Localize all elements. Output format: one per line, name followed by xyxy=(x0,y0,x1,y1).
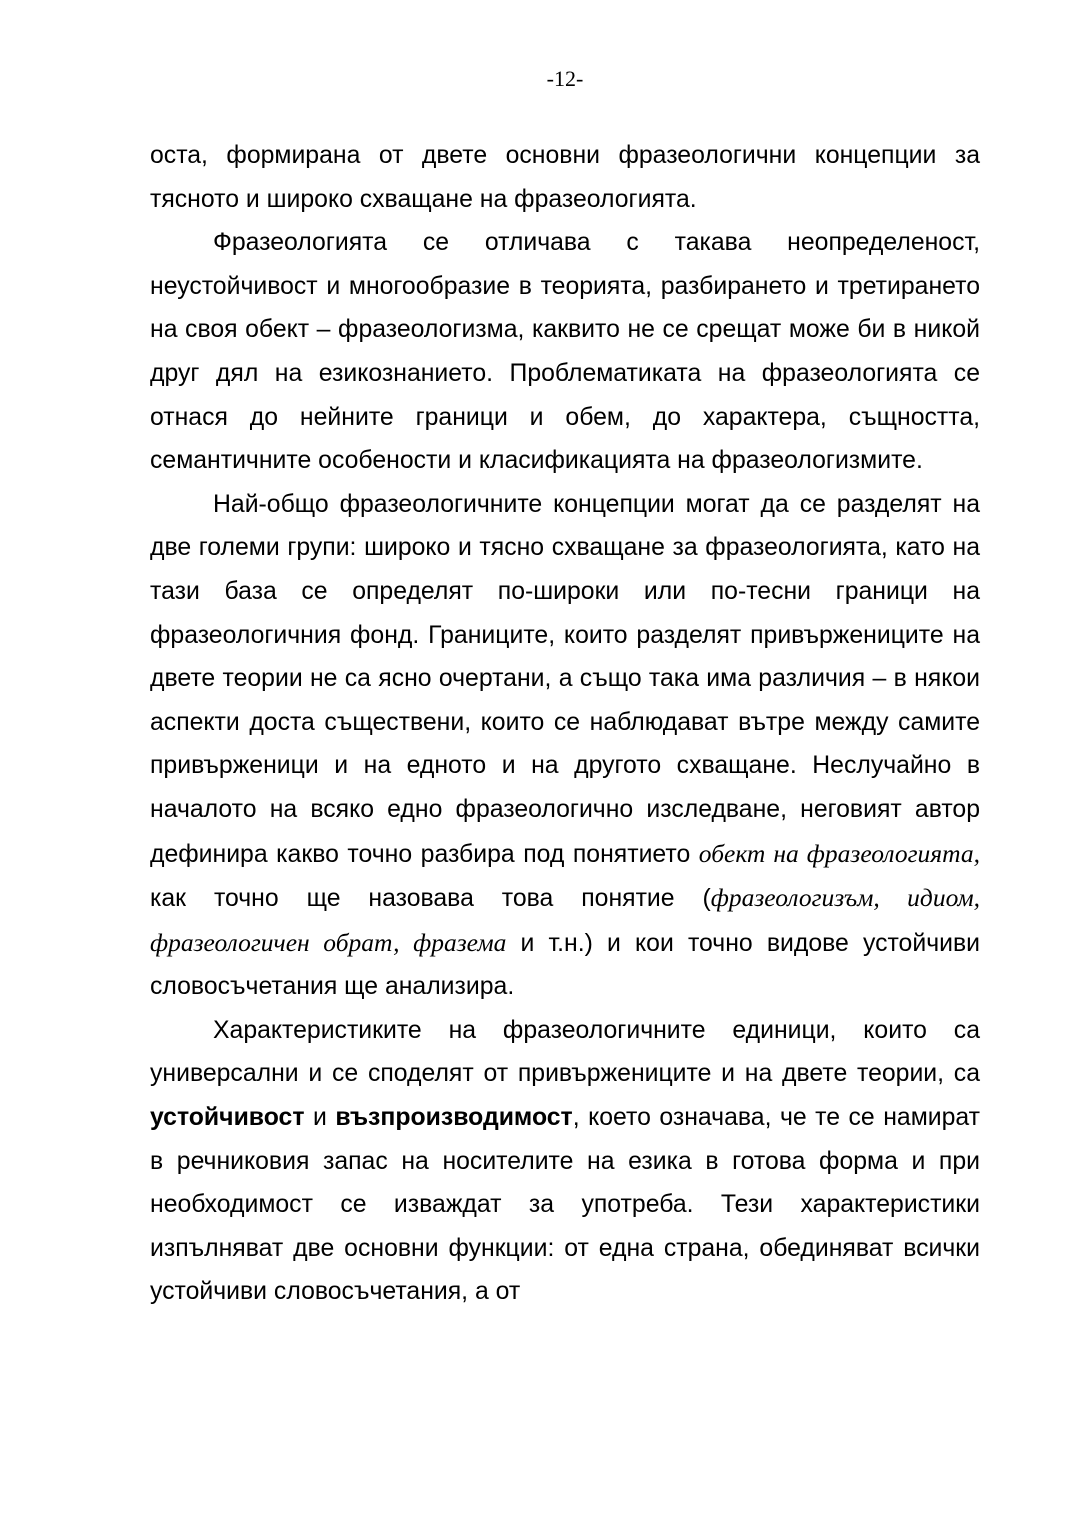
paragraph-3-text-b: как точно ще назовава това понятие ( xyxy=(150,885,711,913)
italic-term-list: фразеологизъм, идиом, фразеологичен обрат, фразема xyxy=(150,883,980,957)
paragraph-4-text-b: и xyxy=(304,1104,336,1132)
paragraph-2: Фразеологията се отличава с такава неопределеност, неустойчивост и многообразие в теорията, разбирането и третирането на своя обект – фразеологизма, каквито не се срещат може би в никой друг дял на езикознанието. Проблематиката на фразеологията се отнася до нейните граници и обем, до характера, същността, семантичните особености и класификацията на фразеологизмите. xyxy=(150,229,980,475)
document-body xyxy=(150,134,980,1314)
paragraph-3 xyxy=(150,483,980,1009)
paragraph-4-text-c: , което означава, че те се намират в речниковия запас на носителите на езика в готова форма и при необходимост се изваждат за употреба. Тези характеристики изпълняват две основни функции: от една страна, обединяват всички устойчиви словосъчетания, а от xyxy=(150,1104,980,1306)
bold-term-stability: устойчивост xyxy=(150,1104,305,1132)
paragraph-3-text-a: Най-общо фразеологичните концепции могат да се разделят на две големи групи: широко и тясно схващане за фразеологията, като на тази база се определят по-широки или по-тесни граници на фразеологичния фонд. Границите, които разделят привържениците на двете теории не са ясно очертани, а също така има различия – в някои аспекти доста съществени, които се наблюдават вътре между самите привърженици и на едното и на другото схващане. Неслучайно в началото на всяко едно фразеологично изследване, неговият автор дефинира какво точно разбира под понятието xyxy=(150,490,980,868)
paragraph-4-text-a: Характеристиките на фразеологичните единици, които са универсални и се споделят от привържениците и на двете теории, са xyxy=(150,1016,980,1088)
paragraph-4 xyxy=(150,1009,980,1314)
paragraph-1: оста, формирана от двете основни фразеологични концепции за тясното и широко схващане на фразеологията. xyxy=(150,142,980,213)
bold-term-reproducibility: възпроизводимост xyxy=(335,1104,573,1132)
paragraph-3-text-c: и т.н.) и кои точно видове устойчиви словосъчетания ще анализира. xyxy=(150,929,980,1001)
italic-term-object: обект на фразеологията, xyxy=(698,838,980,868)
page-number: -12- xyxy=(546,66,584,91)
